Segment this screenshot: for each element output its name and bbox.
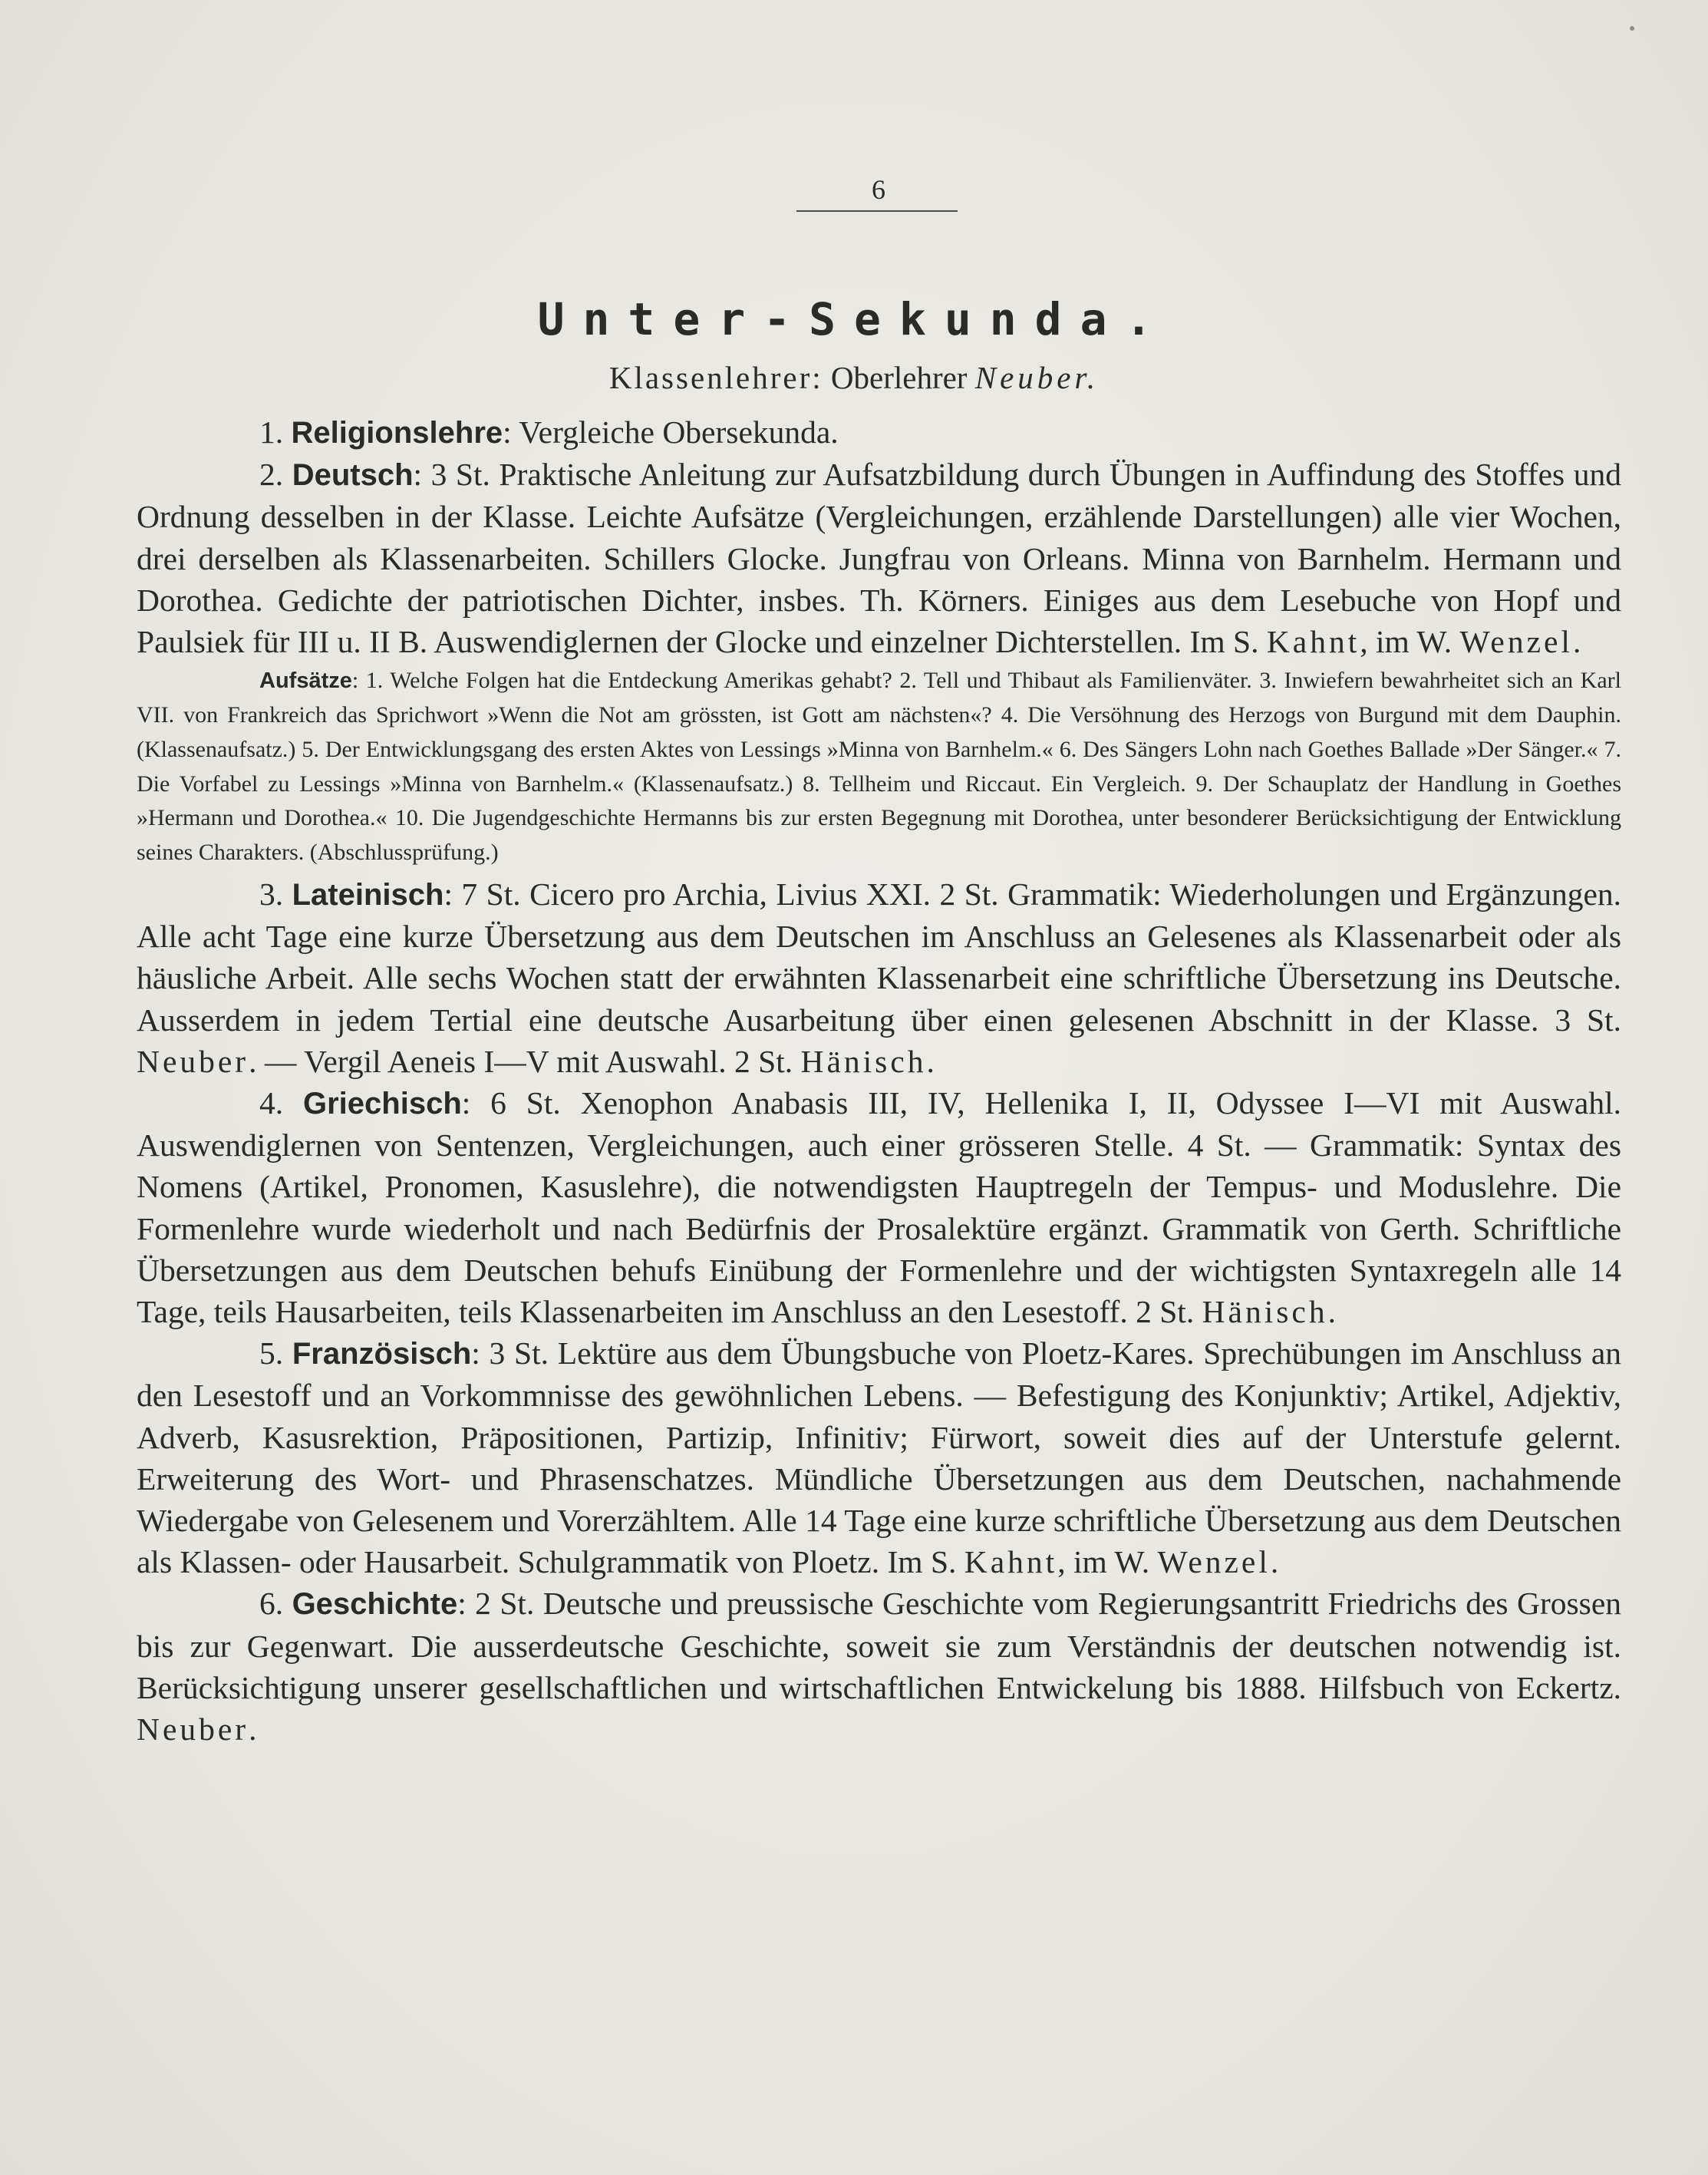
page-number-rule bbox=[796, 210, 958, 212]
section-text: : 7 St. Cicero pro Archia, Livius XXI. 2 St. Grammatik: Wiederholungen und Ergänzungen. Alle acht Tage eine kurze Übersetzung aus dem Deutschen im Anschluss an Gelesenes als Klassenarbeit oder als häusliche Arbeit. Alle sechs Wochen statt der erwähnten Klassenarbeit eine schriftliche Übersetzung ins Deutsche. Ausserdem in jedem Tertial eine deutsche Ausarbeitung über einen gelesenen Abschnitt in der Klasse. 3 St. bbox=[137, 876, 1621, 1038]
teacher-name: Wenzel bbox=[1157, 1544, 1271, 1580]
section-number: 1. bbox=[259, 414, 284, 450]
section-text: : 6 St. Xenophon Anabasis III, IV, Hellenika I, II, Odyssee I—VI mit Auswahl. Auswendiglernen von Sentenzen, Vergleichungen, auch einer grösseren Stelle. 4 St. — Grammatik: Syntax des Nomens (Artikel, Pronomen, Kasuslehre), die notwendigsten Hauptregeln der Tempus- und Moduslehre. Die Formenlehre wurde wiederholt und nach Bedürfnis der Prosalektüre ergänzt. Grammatik von Gerth. Schriftliche Übersetzungen aus dem Deutschen behufs Einübung der Formenlehre und der wichtigsten Syntaxregeln alle 14 Tage, teils Hausarbeiten, teils Klassenarbeiten im Anschluss an den Lesestoff. 2 St. bbox=[137, 1085, 1621, 1330]
subject-heading: Griechisch bbox=[303, 1087, 462, 1121]
section-number: 3. bbox=[259, 876, 284, 912]
section-deutsch bbox=[137, 454, 1621, 662]
teacher-name: Neuber bbox=[137, 1043, 249, 1079]
section-geschichte bbox=[137, 1583, 1621, 1750]
section-number: 4. bbox=[259, 1085, 284, 1121]
teacher-name: Hänisch bbox=[800, 1043, 927, 1079]
class-teacher-line bbox=[0, 359, 1708, 396]
document-body bbox=[137, 411, 1621, 1750]
section-number: 2. bbox=[259, 457, 284, 493]
paper-speck bbox=[1630, 26, 1634, 31]
teacher-name: Neuber bbox=[137, 1711, 249, 1748]
subject-heading: Deutsch bbox=[292, 458, 414, 493]
section-text: : 3 St. Praktische Anleitung zur Aufsatzbildung durch Übungen in Auffindung des Stoffes und Ordnung desselben in der Klasse. Leichte Aufsätze (Vergleichungen, erzählende Darstellungen) alle vier Wochen, drei derselben als Klassenarbeiten. Schillers Glocke. Jungfrau von Orleans. Minna von Barnhelm. Hermann und Dorothea. Gedichte der patriotischen Dichter, insbes. Th. Körners. Einiges aus dem Lesebuche von Hopf und Paulsiek für III u. II B. Auswendiglernen der Glocke und einzelner Dichterstellen. Im S. bbox=[137, 457, 1622, 660]
essay-topics bbox=[137, 664, 1621, 870]
section-text-end: . bbox=[1327, 1294, 1336, 1330]
essay-topics-text: : 1. Welche Folgen hat die Entdeckung Amerikas gehabt? 2. Tell und Thibaut als Familienväter. 3. Inwiefern bewahrheitet sich an Karl VII. von Frankreich das Sprichwort »Wenn die Not am grössten, ist Gott am nächsten«? 4. Die Versöhnung des Herzogs von Burgund mit dem Dauphin. (Klassenaufsatz.) 5. Der Entwicklungsgang des ersten Aktes von Lessings »Minna von Barnhelm.« 6. Des Sängers Lohn nach Goethes Ballade »Der Sänger.« 7. Die Vorfabel zu Lessings »Minna von Barnhelm.« (Klassenaufsatz.) 8. Tellheim und Riccaut. Ein Vergleich. 9. Der Schauplatz der Handlung in Goethes »Hermann und Dorothea.« 10. Die Jugendgeschichte Hermanns bis zur ersten Begegnung mit Dorothea, unter besonderer Berücksichtigung der Entwicklung seines Charakters. (Abschlussprüfung.) bbox=[137, 668, 1621, 866]
subject-heading: Religionslehre bbox=[291, 416, 503, 450]
teacher-name: Wenzel bbox=[1459, 624, 1573, 660]
section-religion bbox=[137, 411, 1621, 454]
section-text: : Vergleiche Obersekunda. bbox=[503, 414, 839, 450]
section-text-connector: , im W. bbox=[1057, 1544, 1150, 1580]
teacher-name: Kahnt bbox=[964, 1544, 1058, 1580]
subject-heading: Geschichte bbox=[292, 1587, 458, 1622]
section-text-end: . bbox=[926, 1043, 935, 1079]
subject-heading: Lateinisch bbox=[292, 878, 444, 912]
essay-topics-label: Aufsätze bbox=[259, 668, 352, 694]
section-latein bbox=[137, 873, 1621, 1082]
page-number: 6 bbox=[872, 174, 885, 205]
section-text-end: . bbox=[1270, 1544, 1279, 1580]
section-franzoesisch bbox=[137, 1332, 1621, 1583]
class-teacher-role: Oberlehrer bbox=[830, 360, 968, 395]
section-text-end: . bbox=[249, 1711, 257, 1748]
section-text-connector: , im W. bbox=[1360, 624, 1452, 660]
teacher-name: Hänisch bbox=[1202, 1294, 1328, 1330]
teacher-name: Kahnt bbox=[1266, 624, 1360, 660]
section-text-connector: . — Vergil Aeneis I—V mit Auswahl. 2 St. bbox=[249, 1043, 793, 1079]
section-text: : 2 St. Deutsche und preussische Geschichte vom Regierungsantritt Friedrichs des Grossen bis zur Gegenwart. Die ausserdeutsche Geschichte, soweit sie zum Verständnis der deutschen notwendig ist. Berücksichtigung unserer gesellschaftlichen und wirtschaftlichen Entwickelung bis 1888. Hilfsbuch von Eckertz. bbox=[137, 1586, 1622, 1705]
section-title: Unter-Sekunda. bbox=[537, 293, 1171, 345]
section-text-end: . bbox=[1572, 624, 1581, 660]
section-number: 6. bbox=[259, 1586, 284, 1622]
section-text: : 3 St. Lektüre aus dem Übungsbuche von Ploetz-Kares. Sprechübungen im Anschluss an den Lesestoff und an Vorkommnisse des gewöhnlichen Lebens. — Befestigung des Konjunktiv; Artikel, Adjektiv, Adverb, Kasusrektion, Präpositionen, Partizip, Infinitiv; Fürwort, soweit dies auf der Unterstufe gelernt. Erweiterung des Wort- und Phrasenschatzes. Mündliche Übersetzungen aus dem Deutschen, nachahmende Wiedergabe von Gelesenem und Vorerzähltem. Alle 14 Tage eine kurze schriftliche Übersetzung aus dem Deutschen als Klassen- oder Hausarbeit. Schulgrammatik von Ploetz. Im S. bbox=[137, 1335, 1621, 1580]
subject-heading: Französisch bbox=[292, 1337, 472, 1371]
class-teacher-name: Neuber. bbox=[974, 360, 1100, 395]
class-teacher-label: Klassenlehrer: bbox=[608, 360, 823, 395]
section-number: 5. bbox=[259, 1335, 284, 1371]
section-griechisch bbox=[137, 1082, 1621, 1332]
